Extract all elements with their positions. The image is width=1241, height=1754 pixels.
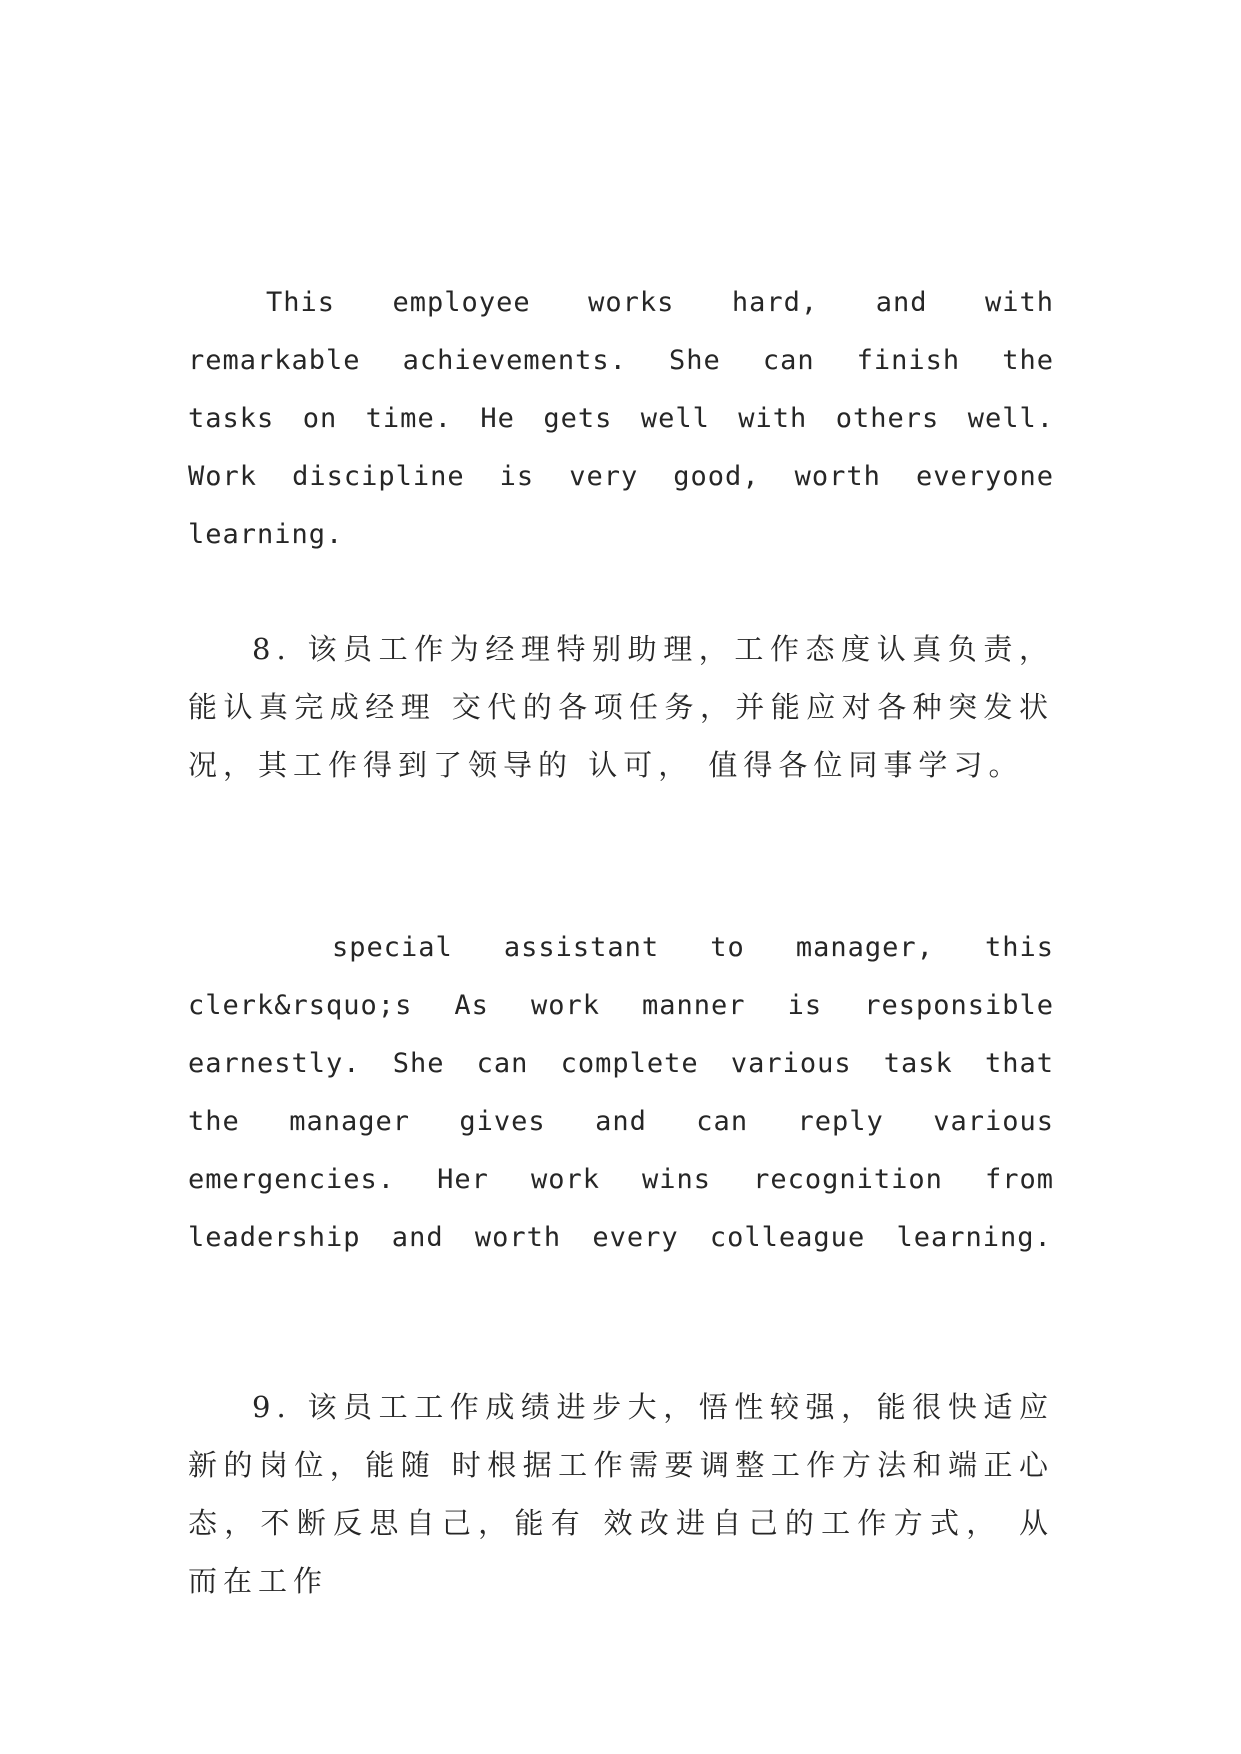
paragraph-english-1: This employee works hard, and with remarkable achievements. She can finish the tasks on time. He gets well with others well. Work discipline is very good, worth everyone learning.: [188, 287, 1054, 550]
paragraph-english-2: special assistant to manager, this clerk&rsquo;s As work manner is responsible earnestly. She can complete various task that the manager gives and can reply various emergencies. Her work wins recognition from leadership and worth every colleague learning.: [188, 932, 1054, 1253]
paragraph-item-9: 9. 该员工工作成绩进步大，悟性较强，能很快适应新的岗位，能随 时根据工作需要调整工作方法和端正心态，不断反思自己，能有 效改进自己的工作方式， 从而在工作: [188, 1390, 1054, 1598]
paragraph-item-8: 8. 该员工作为经理特别助理，工作态度认真负责，能认真完成经理 交代的各项任务，并能应对各种突发状况，其工作得到了领导的 认可， 值得各位同事学习。: [188, 632, 1054, 782]
